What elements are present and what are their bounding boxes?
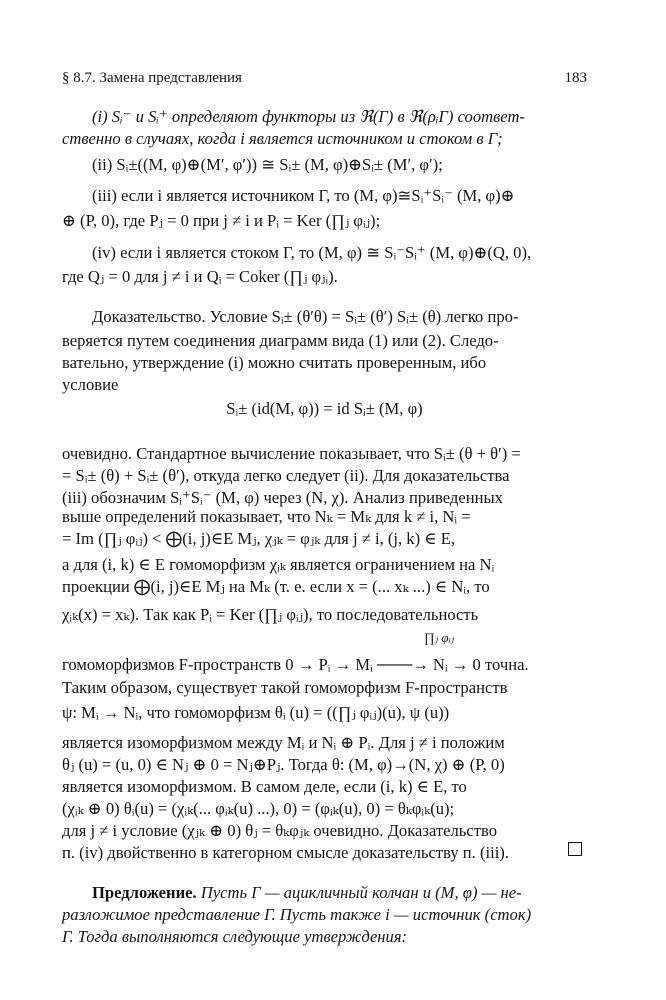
text-line: χᵢₖ(x) = xₖ). Так как Pᵢ = Ker (∏ⱼ φᵢⱼ), то последовательность (62, 605, 479, 624)
text-line: (iii) если i является источником Γ, то (M, φ)≅Sᵢ⁺Sᵢ⁻ (M, φ)⊕ (92, 186, 515, 205)
text-line: условие (62, 375, 119, 394)
text-line: ψ: Mᵢ → Nᵢ, что гомоморфизм θᵢ (u) = ((∏ⱼ φᵢⱼ)(u), ψ (u)) (62, 703, 450, 722)
text-line: является изоморфизмом. В самом деле, если (i, k) ∈ E, то (62, 777, 467, 796)
text-line: а для (i, k) ∈ E гомоморфизм χᵢₖ является ограничением на Nᵢ (62, 555, 495, 574)
text-line: п. (iv) двойственно в категорном смысле доказательству п. (iii). (62, 843, 509, 862)
text-line: проекции ⨁(i, j)∈E Mⱼ на Mₖ (т. е. если x = (... xₖ ...) ∈ Nᵢ, то (62, 577, 490, 596)
text-line: Доказательство. Условие Sᵢ± (θ′θ) = Sᵢ± (θ′) Sᵢ± (θ) легко про- (92, 307, 519, 326)
qed-square-icon (568, 842, 582, 856)
text-line: = Im (∏ⱼ φᵢⱼ) < ⨁(i, j)∈E Mⱼ, χⱼₖ = φⱼₖ для j ≠ i, (j, k) ∈ E, (62, 529, 455, 548)
text-line: θⱼ (u) = (u, 0) ∈ Nⱼ ⊕ 0 = Nⱼ⊕Pⱼ. Тогда θ: (M, φ)→(N, χ) ⊕ (P, 0) (62, 755, 505, 774)
text-line: (iii) обозначим Sᵢ⁺Sᵢ⁻ (M, φ) через (N, χ). Анализ приведенных (62, 488, 503, 507)
arrow-label: ∏ⱼ φᵢⱼ (424, 630, 455, 645)
text-line: разложимое представление Γ. Пусть также i — источник (сток) (62, 905, 532, 924)
text-line: (ii) Sᵢ±((M, φ)⊕(M′, φ′)) ≅ Sᵢ± (M, φ)⊕Sᵢ± (M′, φ′); (92, 155, 443, 174)
text-line: = Sᵢ± (θ) + Sᵢ± (θ′), откуда легко следует (ii). Для доказательства (62, 466, 510, 485)
proposition-text: Пусть Γ — ацикличный колчан и (M, φ) — не- (196, 883, 522, 902)
text-line: (χᵢₖ ⊕ 0) θᵢ(u) = (χᵢₖ(... φᵢₖ(u) ...), 0) = (φᵢₖ(u), 0) = θₖφᵢₖ(u); (62, 799, 455, 818)
text-line: ственно в случаях, когда i является источником и стоком в Γ; (62, 129, 503, 148)
text-line: очевидно. Стандартное вычисление показывает, что Sᵢ± (θ + θ′) = (62, 444, 521, 463)
section-title: § 8.7. Замена представления (62, 70, 242, 86)
text-line: Γ. Тогда выполняются следующие утверждения: (62, 927, 408, 946)
text-line: (iv) если i является стоком Γ, то (M, φ) ≅ Sᵢ⁻Sᵢ⁺ (M, φ)⊕(Q, 0), (92, 243, 532, 262)
text-line: где Qⱼ = 0 для j ≠ i и Qᵢ = Coker (∏ⱼ φⱼᵢ). (62, 267, 338, 286)
text-line: выше определений показывает, что Nₖ = Mₖ для k ≠ i, Nᵢ = (62, 507, 471, 526)
text-line: гомоморфизмов F-пространств 0 → Pᵢ → Mᵢ ───→ Nᵢ → 0 точна. (62, 655, 529, 674)
text-line: веряется путем соединения диаграмм вида (1) или (2). Следо- (62, 331, 499, 350)
text-line: для j ≠ i условие (χⱼₖ ⊕ 0) θⱼ = θₖφⱼₖ очевидно. Доказательство (62, 821, 497, 840)
display-formula: Sᵢ± (id(M, φ)) = id Sᵢ± (M, φ) (226, 399, 423, 418)
text-line: является изоморфизмом между Mᵢ и Nᵢ ⊕ Pᵢ. Для j ≠ i положим (62, 733, 505, 752)
text-line: (i) Sᵢ⁻ и Sᵢ⁺ определяют функторы из ℜ(Γ) в ℜ(ρᵢΓ) соответ- (92, 107, 525, 126)
proposition-heading: Предложение. (92, 883, 197, 902)
text-line: Таким образом, существует такой гомоморфизм F-пространств (62, 678, 508, 697)
proposition-line (92, 882, 587, 904)
text-line: ⊕ (P, 0), где Pⱼ = 0 при j ≠ i и Pᵢ = Ker (∏ⱼ φᵢⱼ); (62, 211, 381, 230)
page-number: 183 (564, 70, 587, 86)
running-header (62, 70, 587, 92)
text-line: вательно, утверждение (i) можно считать проверенным, ибо (62, 353, 487, 372)
